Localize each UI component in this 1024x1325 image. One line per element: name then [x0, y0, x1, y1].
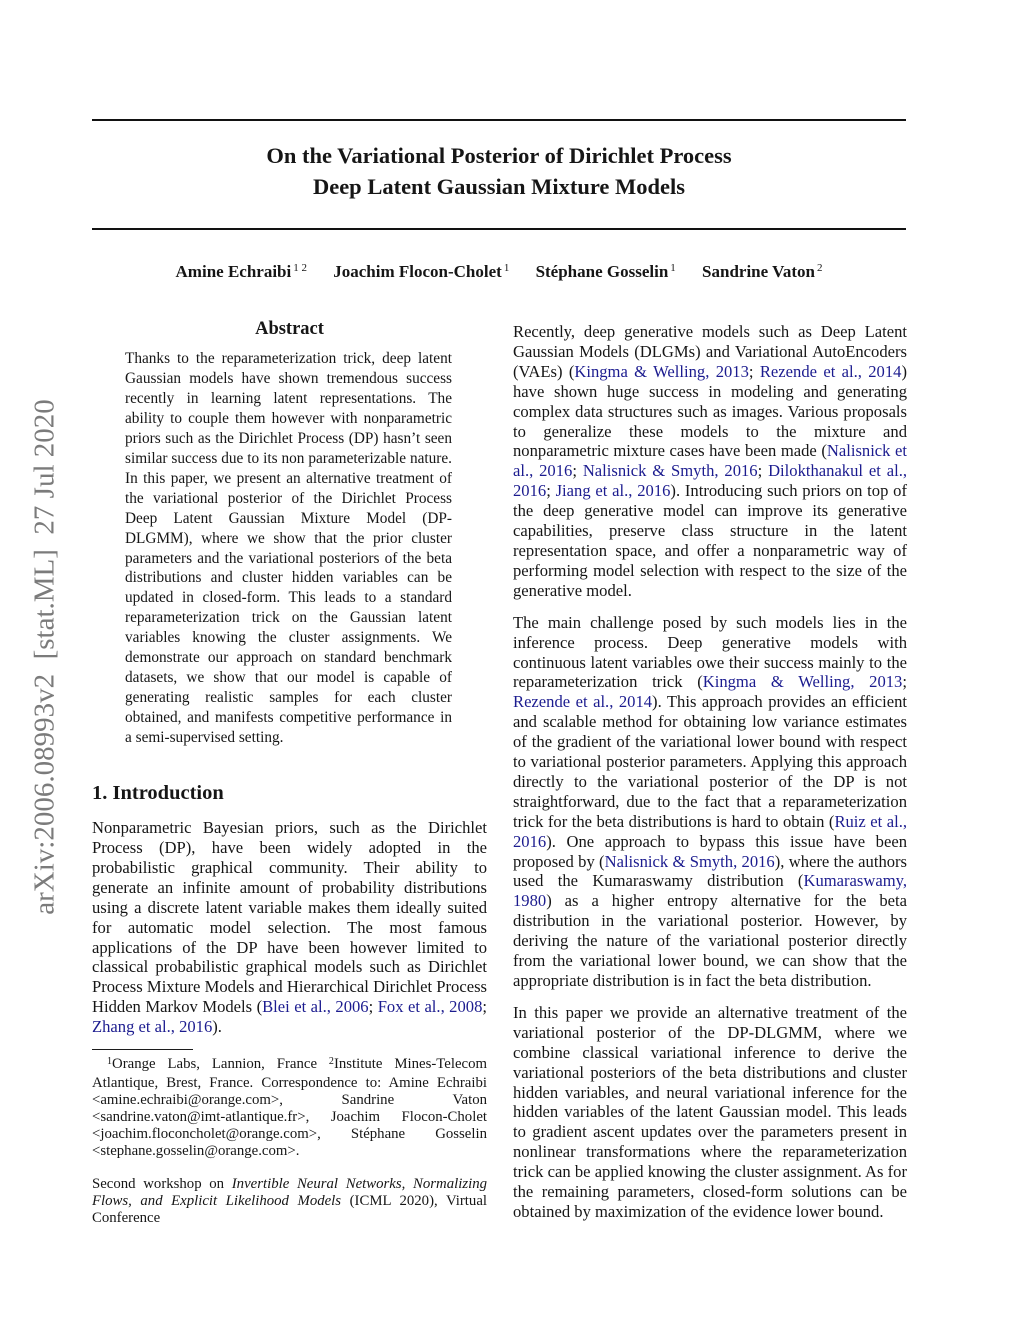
paper-title-line1: On the Variational Posterior of Dirichlet Process: [266, 143, 732, 168]
superscript: 2: [328, 1055, 334, 1067]
right-paragraph-1: [513, 322, 907, 601]
author-3-name: Stéphane Gosselin: [535, 262, 669, 281]
paper-title-line2: Deep Latent Gaussian Mixture Models: [312, 174, 686, 199]
text-segment: ), where the authors used the Kumaraswamy distribution (: [513, 851, 908, 891]
author-3: [536, 262, 676, 281]
footnote-block: [92, 1049, 487, 1226]
citation-link[interactable]: Rezende et al., 2014: [513, 692, 653, 712]
text-segment: Nonparametric Bayesian priors, such as the Dirichlet Process (DP), have been widely adopted in the probabilistic graphical community. Their ability to generate an infinite amount of probability distributions using a discrete latent variable makes them ideally suited for automatic model selection. The most famous applications of the DP have been however limited to classical probabilistic graphical models such as Dirichlet Process Mixture Models and Hierarchical Dirichlet Process Hidden Markov Models (: [92, 818, 487, 1017]
author-4: [702, 262, 822, 281]
text-segment: Institute Mines-Telecom Atlantique, Brest, France. Correspondence to: Amine Echraibi <amine.echraibi@orange.com>, Sandrine Vaton <sandrine.vaton@imt-atlantique.fr>, Joachim Flocon-Cholet <joachim.floconcholet@orange.com>, Stéphane Gosselin <stephane.gosselin@orange.com>.: [92, 1056, 487, 1159]
author-4-name: Sandrine Vaton: [702, 262, 815, 281]
author-1-name: Amine Echraibi: [175, 262, 292, 281]
text-segment: Orange Labs, Lannion, France: [112, 1056, 329, 1073]
citation-link[interactable]: Nalisnick & Smyth, 2016: [604, 851, 775, 871]
text-segment: ;: [572, 461, 583, 481]
citation-link[interactable]: Nalisnick et al., 2016: [513, 441, 907, 481]
text-segment: ;: [546, 481, 556, 501]
author-list: [92, 262, 906, 282]
superscript: 1: [107, 1055, 113, 1067]
left-column: [92, 319, 487, 1242]
author-1: [176, 262, 307, 281]
right-column: [513, 322, 907, 1234]
author-2: [333, 262, 509, 281]
author-4-affiliation-sup: 2: [816, 262, 823, 274]
citation-link[interactable]: Blei et al., 2006: [262, 997, 369, 1017]
text-segment: ;: [482, 997, 487, 1017]
text-segment: ).: [212, 1017, 222, 1037]
citation-link[interactable]: Kingma & Welling, 2013: [702, 672, 903, 692]
text-segment: ). This approach provides an efficient and scalable method for obtaining low variance estimates of the gradient of the variational lower bound with respect to variational posterior parameters. Applying this approach directly to the variational posterior of the DP is not straightforward, due to the fact that a reparameterization trick for the beta distributions is hard to obtain (: [513, 692, 907, 831]
author-2-affiliation-sup: 1: [503, 262, 510, 274]
citation-link[interactable]: Nalisnick & Smyth, 2016: [582, 461, 758, 481]
title-rule: [92, 228, 906, 230]
italic-text: Invertible Neural Networks, Normalizing Flows, and Explicit Likelihood Models: [92, 1175, 487, 1209]
affiliation-footnote: [92, 1056, 487, 1159]
text-segment: ) have shown huge success in modeling and generating complex data structures such as images. Various proposals to generalize these models to the mixture and nonparametric mixture cases have been made (: [513, 361, 907, 461]
citation-link[interactable]: Rezende et al., 2014: [759, 361, 902, 381]
section-heading-introduction: 1. Introduction: [92, 782, 224, 805]
citation-link[interactable]: Kumaraswamy, 1980: [513, 871, 907, 911]
footnote-rule: [92, 1049, 193, 1050]
citation-link[interactable]: Ruiz et al., 2016: [513, 811, 907, 851]
right-paragraph-2: [513, 613, 907, 991]
text-segment: ;: [748, 361, 760, 381]
introduction-paragraph: [92, 818, 487, 1037]
citation-link[interactable]: Dilokthanakul et al., 2016: [513, 461, 907, 501]
text-segment: ). One approach to bypass this issue have been proposed by (: [513, 831, 907, 871]
abstract-heading: Abstract: [255, 319, 324, 339]
text-segment: Second workshop on: [92, 1175, 232, 1192]
text-segment: ;: [368, 997, 378, 1017]
author-1-affiliation-sup: 1 2: [293, 262, 307, 274]
text-segment: ;: [902, 672, 907, 692]
right-paragraph-3: [513, 1003, 907, 1222]
text-segment: ;: [757, 461, 769, 481]
workshop-footnote: [92, 1176, 487, 1227]
paper-title: [92, 140, 906, 202]
author-3-affiliation-sup: 1: [670, 262, 676, 274]
top-rule: [92, 119, 906, 121]
citation-link[interactable]: Jiang et al., 2016: [555, 481, 671, 501]
text-segment: In this paper we provide an alternative treatment of the variational posterior of the DP-DLGMM, where we combine classical variational inference to derive the variational posteriors of the beta distributions and cluster hidden variables, and neural variational inference for the hidden variables of the latent Gaussian model. This leads to gradient ascent updates over the parameters present in nonlinear transformations where the reparameterization trick can be applied knowing the cluster assignment. As for the remaining parameters, closed-form solutions can be obtained by maximization of the evidence lower bound.: [513, 1002, 907, 1221]
citation-link[interactable]: Fox et al., 2008: [377, 997, 483, 1017]
citation-link[interactable]: Kingma & Welling, 2013: [574, 361, 749, 381]
author-2-name: Joachim Flocon-Cholet: [333, 262, 502, 281]
text-segment: ). Introducing such priors on top of the deep generative model can improve its generative capabilities, preserve class structure in the latent representation space, and offer a nonparametric way of performing model selection with respect to the size of the generative model.: [513, 481, 907, 600]
arxiv-watermark: arXiv:2006.08993v2 [stat.ML] 27 Jul 2020: [28, 399, 61, 915]
citation-link[interactable]: Zhang et al., 2016: [92, 1017, 213, 1037]
text-segment: (ICML 2020), Virtual Conference: [92, 1192, 487, 1226]
abstract-text: Thanks to the reparameterization trick, deep latent Gaussian models have shown tremendous success recently in learning latent representations. The ability to couple them however with nonparametric priors such as the Dirichlet Process (DP) hasn’t seen similar success due to its non parameterizable nature. In this paper, we present an alternative treatment of the variational posterior of the Dirichlet Process Deep Latent Gaussian Mixture Model (DP-DLGMM), where we show that the prior cluster parameters and the variational posteriors of the beta distributions and cluster hidden variables can be updated in closed-form. This leads to a standard reparameterization trick on the Gaussian latent variables knowing the cluster assignments. We demonstrate our approach on standard benchmark datasets, we show that our model is capable of generating realistic samples for each cluster obtained, and manifests competitive performance in a semi-supervised setting.: [125, 350, 452, 747]
text-segment: The main challenge posed by such models lies in the inference process. Deep generative models with continuous latent variables owe their success mainly to the reparameterization trick (: [513, 612, 907, 692]
text-segment: ) as a higher entropy alternative for the beta distribution in the variational posterior. However, by deriving the nature of the variational posterior directly from the variational lower bound, we can show that the appropriate distribution is in fact the beta distribution.: [513, 891, 907, 990]
text-segment: Recently, deep generative models such as Deep Latent Gaussian Models (DLGMs) and Variational AutoEncoders (VAEs) (: [513, 322, 907, 381]
